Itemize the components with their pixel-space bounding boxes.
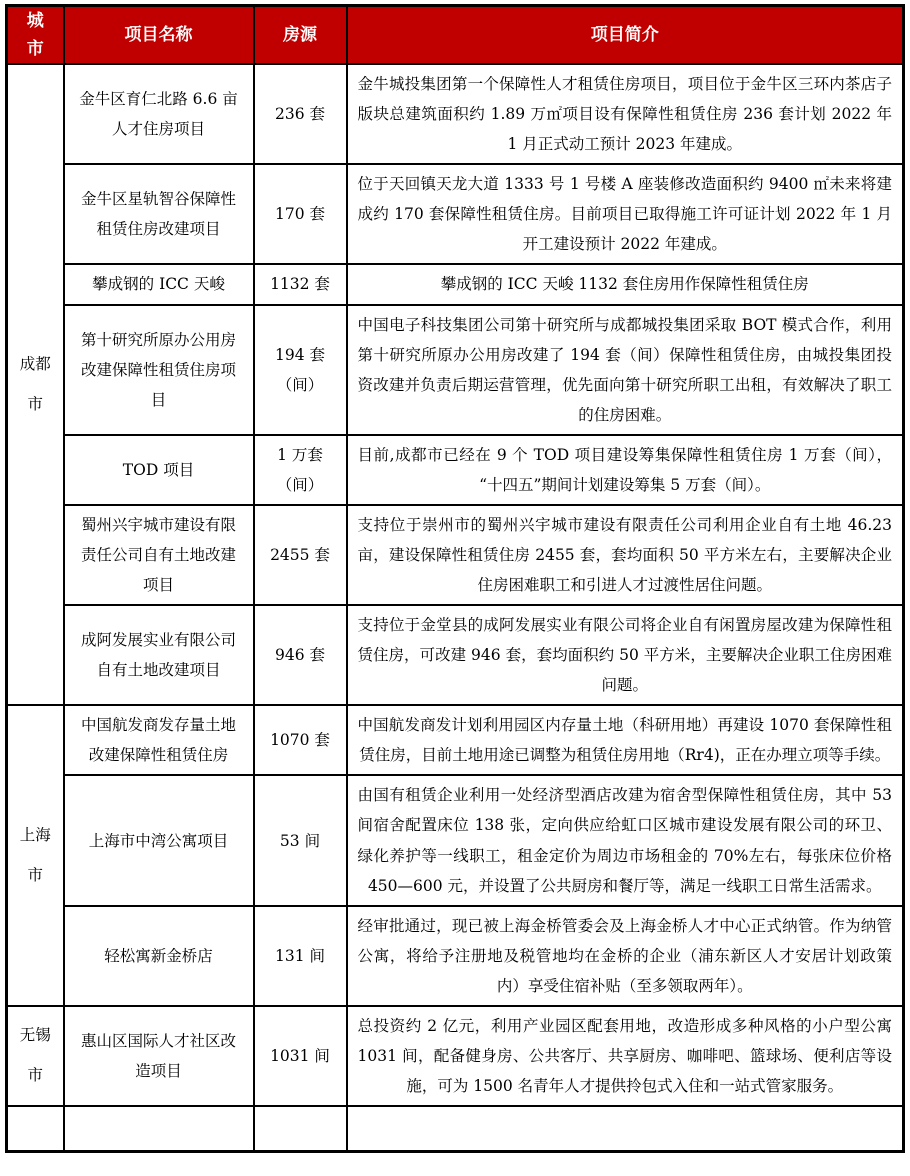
units-cell: 1031 间 xyxy=(254,1006,347,1106)
project-name-cell: 成阿发展实业有限公司自有土地改建项目 xyxy=(64,605,254,705)
city-cell xyxy=(7,1006,64,1106)
units-cell: 53 间 xyxy=(254,775,347,905)
table-row xyxy=(7,64,904,164)
intro-cell: 位于天回镇天龙大道 1333 号 1 号楼 A 座装修改造面积约 9400 ㎡未来将建成约 170 套保障性租赁住房。目前项目已取得施工许可证计划 2022 年 1 月开工建设预计 2022 年建成。 xyxy=(347,164,904,264)
intro-cell: 由国有租赁企业利用一处经济型酒店改建为宿舍型保障性租赁住房，其中 53 间宿舍配置床位 138 张，定向供应给虹口区城市建设发展有限公司的环卫、绿化养护等一线职工，租金定价为周边市场租金的 70%左右，每张床位价格 450—600 元，并设置了公共厨房和餐厅等，满足一线职工日常生活需求。 xyxy=(347,775,904,905)
table-row xyxy=(7,264,904,304)
units-cell: 1 万套（间） xyxy=(254,435,347,505)
city-cell xyxy=(7,705,64,1006)
column-header-intro: 项目简介 xyxy=(347,6,904,65)
column-header-city xyxy=(7,6,64,65)
project-name-cell: 中国航发商发存量土地改建保障性租赁住房 xyxy=(64,705,254,775)
units-cell: 194 套（间） xyxy=(254,305,347,435)
table-body xyxy=(7,64,904,1151)
units-cell: 1070 套 xyxy=(254,705,347,775)
intro-cell xyxy=(347,1106,904,1151)
project-name-cell: TOD 项目 xyxy=(64,435,254,505)
units-cell: 170 套 xyxy=(254,164,347,264)
city-label: 无锡市 xyxy=(19,1026,51,1084)
project-name-cell xyxy=(64,1106,254,1151)
city-label: 成都市 xyxy=(19,355,51,413)
intro-cell: 总投资约 2 亿元，利用产业园区配套用地，改造形成多种风格的小户型公寓 1031 间，配备健身房、公共客厅、共享厨房、咖啡吧、篮球场、便利店等设施，可为 1500 名青年人才提供拎包式入住和一站式管家服务。 xyxy=(347,1006,904,1106)
units-cell: 131 间 xyxy=(254,906,347,1006)
intro-cell: 金牛城投集团第一个保障性人才租赁住房项目，项目位于金牛区三环内茶店子版块总建筑面积约 1.89 万㎡项目设有保障性租赁住房 236 套计划 2022 年 1 月正式动工预计 2023 年建成。 xyxy=(347,64,904,164)
city-label: 上海市 xyxy=(19,826,51,884)
project-name-cell: 蜀州兴宇城市建设有限责任公司自有土地改建项目 xyxy=(64,505,254,605)
table-row xyxy=(7,305,904,435)
intro-cell: 中国航发商发计划利用园区内存量土地（科研用地）再建设 1070 套保障性租赁住房，目前土地用途已调整为租赁住房用地（Rr4)，正在办理立项等手续。 xyxy=(347,705,904,775)
project-name-cell: 惠山区国际人才社区改造项目 xyxy=(64,1006,254,1106)
city-cell xyxy=(7,1106,64,1151)
units-cell: 236 套 xyxy=(254,64,347,164)
table-row xyxy=(7,435,904,505)
intro-cell: 中国电子科技集团公司第十研究所与成都城投集团采取 BOT 模式合作，利用第十研究所原办公用房改建了 194 套（间）保障性租赁住房，由城投集团投资改建并负责后期运营管理，优先面向第十研究所职工出租，有效解决了职工的住房困难。 xyxy=(347,305,904,435)
table-row xyxy=(7,605,904,705)
table-row xyxy=(7,705,904,775)
header-row xyxy=(7,6,904,65)
city-cell xyxy=(7,64,64,705)
column-header-project-name: 项目名称 xyxy=(64,6,254,65)
table-row xyxy=(7,1006,904,1106)
units-cell: 946 套 xyxy=(254,605,347,705)
intro-cell: 攀成钢的 ICC 天峻 1132 套住房用作保障性租赁住房 xyxy=(347,264,904,304)
intro-cell: 目前,成都市已经在 9 个 TOD 项目建设筹集保障性租赁住房 1 万套（间），“十四五”期间计划建设筹集 5 万套（间）。 xyxy=(347,435,904,505)
units-cell: 2455 套 xyxy=(254,505,347,605)
housing-projects-table xyxy=(5,4,905,1153)
table-row-partial xyxy=(7,1106,904,1151)
units-cell xyxy=(254,1106,347,1151)
project-name-cell: 轻松寓新金桥店 xyxy=(64,906,254,1006)
units-cell: 1132 套 xyxy=(254,264,347,304)
intro-cell: 支持位于崇州市的蜀州兴宇城市建设有限责任公司利用企业自有土地 46.23 亩，建设保障性租赁住房 2455 套，套均面积 50 平方米左右，主要解决企业住房困难职工和引进人才过渡性居住问题。 xyxy=(347,505,904,605)
table-row xyxy=(7,505,904,605)
table-header xyxy=(7,6,904,65)
column-header-city-label: 城市 xyxy=(26,11,44,60)
project-name-cell: 上海市中湾公寓项目 xyxy=(64,775,254,905)
project-name-cell: 金牛区星轨智谷保障性租赁住房改建项目 xyxy=(64,164,254,264)
intro-cell: 经审批通过，现已被上海金桥管委会及上海金桥人才中心正式纳管。作为纳管公寓，将给予注册地及税管地均在金桥的企业（浦东新区人才安居计划政策内）享受住宿补贴（至多领取两年）。 xyxy=(347,906,904,1006)
project-name-cell: 攀成钢的 ICC 天峻 xyxy=(64,264,254,304)
table-row xyxy=(7,906,904,1006)
intro-cell: 支持位于金堂县的成阿发展实业有限公司将企业自有闲置房屋改建为保障性租赁住房，可改建 946 套，套均面积约 50 平方米，主要解决企业职工住房困难问题。 xyxy=(347,605,904,705)
table-row xyxy=(7,775,904,905)
table-row xyxy=(7,164,904,264)
column-header-units: 房源 xyxy=(254,6,347,65)
project-name-cell: 第十研究所原办公用房改建保障性租赁住房项目 xyxy=(64,305,254,435)
project-name-cell: 金牛区育仁北路 6.6 亩人才住房项目 xyxy=(64,64,254,164)
